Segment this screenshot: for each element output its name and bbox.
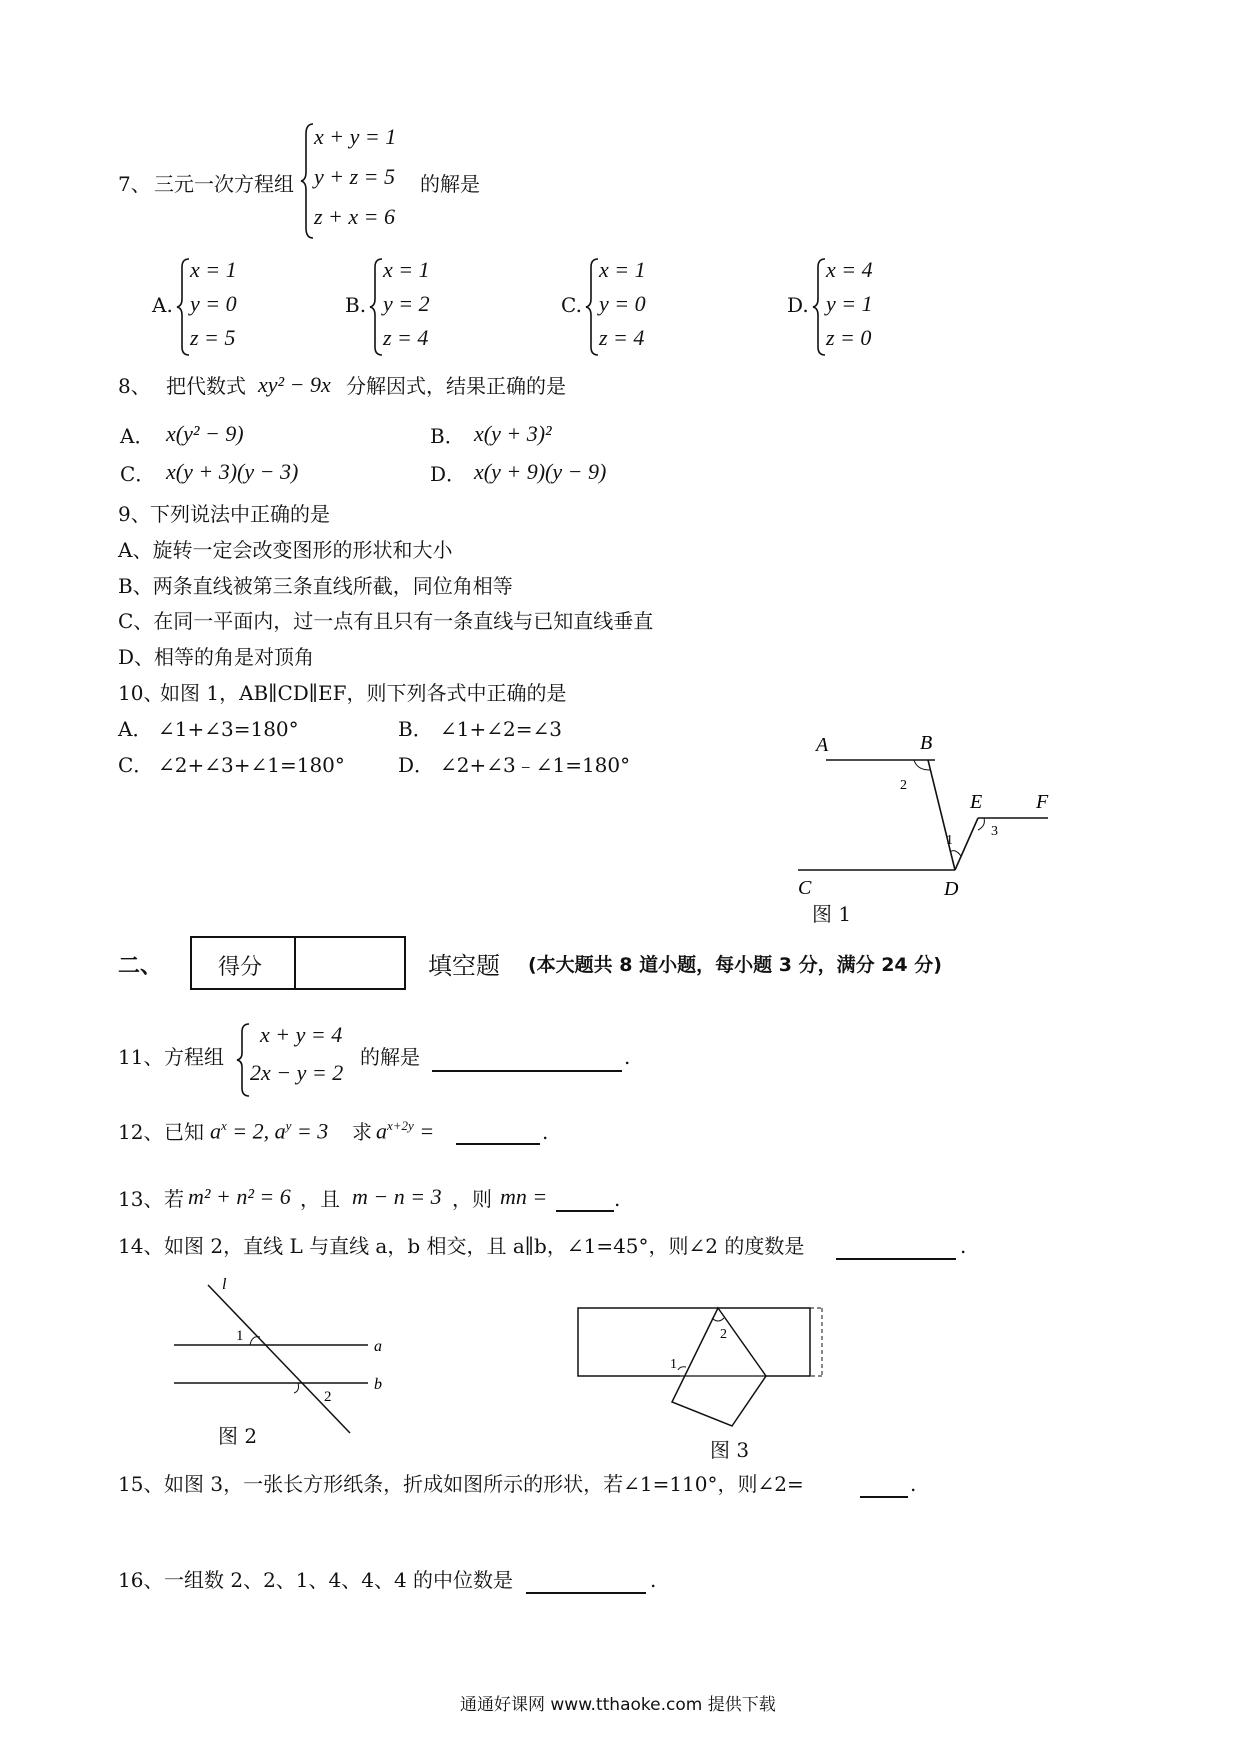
q10-option-d-text: ∠2+∠3﹣∠1=180°	[440, 753, 631, 777]
q7-option-b	[369, 255, 479, 360]
q13-answer-blank[interactable]	[556, 1186, 614, 1212]
q7-text: 三元一次方程组	[154, 172, 294, 196]
section-title: 填空题	[428, 952, 500, 980]
q12-number: 12、	[118, 1120, 164, 1144]
q10-option-b-text: ∠1+∠2=∠3	[440, 717, 562, 741]
label-d: D	[944, 878, 959, 900]
q10-option-c-text: ∠2+∠3+∠1=180°	[158, 753, 345, 777]
q15-period: .	[910, 1472, 917, 1496]
q7-system	[300, 120, 440, 240]
label-a: a	[374, 1338, 382, 1355]
q11-suffix: 的解是	[360, 1045, 420, 1069]
q7-option-c-label: C.	[561, 293, 582, 317]
q7-b-eq-3: z = 4	[383, 325, 429, 350]
q10-option-a-label: A．	[118, 717, 153, 741]
q7-d-eq-1: x = 4	[826, 257, 873, 282]
q11-answer-blank[interactable]	[432, 1044, 622, 1072]
label-angle-2: 2	[900, 778, 907, 793]
q10-option-a-text: ∠1+∠3=180°	[158, 717, 299, 741]
q7-option-d-label: D.	[787, 293, 809, 317]
angle-2-arc	[294, 1383, 299, 1393]
q11-eq-2: 2x − y = 2	[250, 1060, 344, 1085]
label-c: C	[798, 877, 812, 899]
q7-eq-1: x + y = 1	[314, 124, 397, 149]
q8-option-b-expr: x(y + 3)²	[474, 421, 552, 446]
q12-period: .	[542, 1120, 549, 1144]
q8-option-d-expr: x(y + 9)(y − 9)	[474, 459, 607, 484]
angle-1-arc	[678, 1367, 686, 1370]
q12-answer-blank[interactable]	[456, 1119, 540, 1145]
q7-option-d	[812, 255, 922, 360]
figure-3-caption: 图 3	[710, 1438, 750, 1462]
line-l	[208, 1285, 350, 1433]
q8-option-c-label: C．	[120, 462, 156, 486]
q8-option-d-label: D．	[430, 462, 467, 486]
label-e: E	[970, 791, 983, 813]
q7-suffix: 的解是	[420, 172, 480, 196]
q10-text: 如图 1，AB∥CD∥EF，则下列各式中正确的是	[160, 681, 567, 705]
q8-option-a-label: A．	[120, 424, 155, 448]
q16-answer-blank[interactable]	[526, 1568, 646, 1594]
q9-option-a: A、旋转一定会改变图形的形状和大小	[118, 538, 453, 562]
q7-a-eq-2: y = 0	[190, 291, 237, 316]
q7-c-eq-3: z = 4	[599, 325, 645, 350]
label-f: F	[1036, 791, 1049, 813]
figure-3	[570, 1298, 830, 1428]
label-angle-1: 1	[670, 1357, 677, 1372]
page-footer: 通通好课网 www.tthaoke.com 提供下载	[460, 1695, 776, 1715]
q7-option-a	[176, 255, 286, 360]
q8-text-pre: 把代数式	[166, 374, 246, 398]
q14-answer-blank[interactable]	[836, 1234, 956, 1260]
score-box	[190, 936, 406, 990]
q13-text-3: ，则	[452, 1187, 492, 1211]
section-note: (本大题共 8 道小题，每小题 3 分，满分 24 分)	[528, 954, 942, 976]
q13-period: .	[614, 1187, 621, 1211]
q16-number: 16、	[118, 1568, 164, 1592]
q7-a-eq-3: z = 5	[190, 325, 236, 350]
q15-answer-blank[interactable]	[860, 1472, 908, 1498]
strip-dashed-edge	[810, 1308, 822, 1376]
figure-2	[160, 1275, 410, 1450]
q12-mid: 求	[352, 1120, 372, 1144]
label-angle-1: 1	[946, 833, 953, 848]
q7-a-eq-1: x = 1	[190, 257, 237, 282]
label-b: b	[374, 1376, 382, 1393]
q8-text-post: 分解因式，结果正确的是	[346, 374, 566, 398]
label-a: A	[816, 734, 829, 756]
q7-option-a-label: A.	[152, 293, 173, 317]
q7-option-c	[585, 255, 695, 360]
label-b: B	[920, 732, 933, 754]
q13-expr-3: mn =	[500, 1184, 548, 1209]
line-bd	[928, 760, 955, 870]
q9-number: 9、	[118, 502, 151, 526]
q12-expr: $a^x = 2$, $a^y = 3$	[210, 1118, 329, 1144]
q10-number: 10、	[118, 681, 164, 705]
q10-option-c-label: C．	[118, 753, 154, 777]
q13-expr-2: m − n = 3	[352, 1184, 442, 1209]
q7-number: 7、	[118, 172, 151, 196]
q11-period: .	[624, 1045, 631, 1069]
q8-expr: xy² − 9x	[258, 372, 331, 397]
q10-option-d-label: D．	[398, 753, 435, 777]
q11-system	[236, 1020, 366, 1100]
q7-eq-2: y + z = 5	[314, 164, 396, 189]
label-angle-1: 1	[236, 1328, 244, 1344]
score-input[interactable]	[298, 940, 402, 986]
q7-d-eq-2: y = 1	[826, 291, 873, 316]
figure-1-caption: 图 1	[812, 902, 852, 926]
folded-part	[672, 1308, 766, 1426]
q13-expr-1: m² + n² = 6	[188, 1184, 291, 1209]
q14-period: .	[960, 1234, 967, 1258]
q7-d-eq-3: z = 0	[826, 325, 872, 350]
label-angle-3: 3	[991, 824, 998, 839]
q12-text: 已知	[164, 1120, 204, 1144]
label-angle-2: 2	[324, 1389, 332, 1405]
q7-option-b-label: B.	[345, 293, 367, 317]
section-number: 二、	[118, 954, 163, 979]
label-angle-2: 2	[720, 1327, 727, 1342]
q15-number: 15、	[118, 1472, 164, 1496]
q9-text: 下列说法中正确的是	[150, 502, 330, 526]
q8-option-b-label: B．	[430, 424, 465, 448]
q7-b-eq-2: y = 2	[383, 291, 430, 316]
q8-option-a-expr: x(y² − 9)	[166, 421, 244, 446]
score-label: 得分	[218, 955, 263, 980]
q11-eq-1: x + y = 4	[260, 1022, 343, 1047]
q15-text: 如图 3，一张长方形纸条，折成如图所示的形状，若∠1=110°，则∠2=	[164, 1472, 804, 1496]
q7-b-eq-1: x = 1	[383, 257, 430, 282]
q10-option-b-label: B．	[398, 717, 433, 741]
q14-number: 14、	[118, 1234, 164, 1258]
q11-text: 方程组	[164, 1045, 224, 1069]
figure-2-caption: 图 2	[218, 1424, 258, 1448]
label-l: l	[222, 1276, 227, 1293]
figure-1	[790, 730, 1070, 930]
q8-option-c-expr: x(y + 3)(y − 3)	[166, 459, 299, 484]
q13-number: 13、	[118, 1187, 164, 1211]
q9-option-d: D、相等的角是对顶角	[118, 645, 315, 669]
q7-c-eq-2: y = 0	[599, 291, 646, 316]
line-de	[955, 818, 978, 870]
q9-option-b: B、两条直线被第三条直线所截，同位角相等	[118, 574, 513, 598]
q14-text: 如图 2，直线 L 与直线 a，b 相交，且 a∥b，∠1=45°，则∠2 的度数是	[164, 1234, 805, 1258]
q8-number: 8、	[118, 374, 151, 398]
q7-c-eq-1: x = 1	[599, 257, 646, 282]
q9-option-c: C、在同一平面内，过一点有且只有一条直线与已知直线垂直	[118, 609, 654, 633]
q12-expr-2: $a^{x+2y}$ =	[376, 1118, 435, 1144]
score-box-divider	[294, 938, 296, 988]
angle-3-arc	[978, 818, 984, 830]
q16-period: .	[650, 1568, 657, 1592]
q13-text-1: 若	[164, 1187, 184, 1211]
q7-eq-3: z + x = 6	[314, 204, 396, 229]
q13-text-2: ，且	[300, 1187, 340, 1211]
q11-number: 11、	[118, 1045, 164, 1069]
q16-text: 一组数 2、2、1、4、4、4 的中位数是	[164, 1568, 514, 1592]
